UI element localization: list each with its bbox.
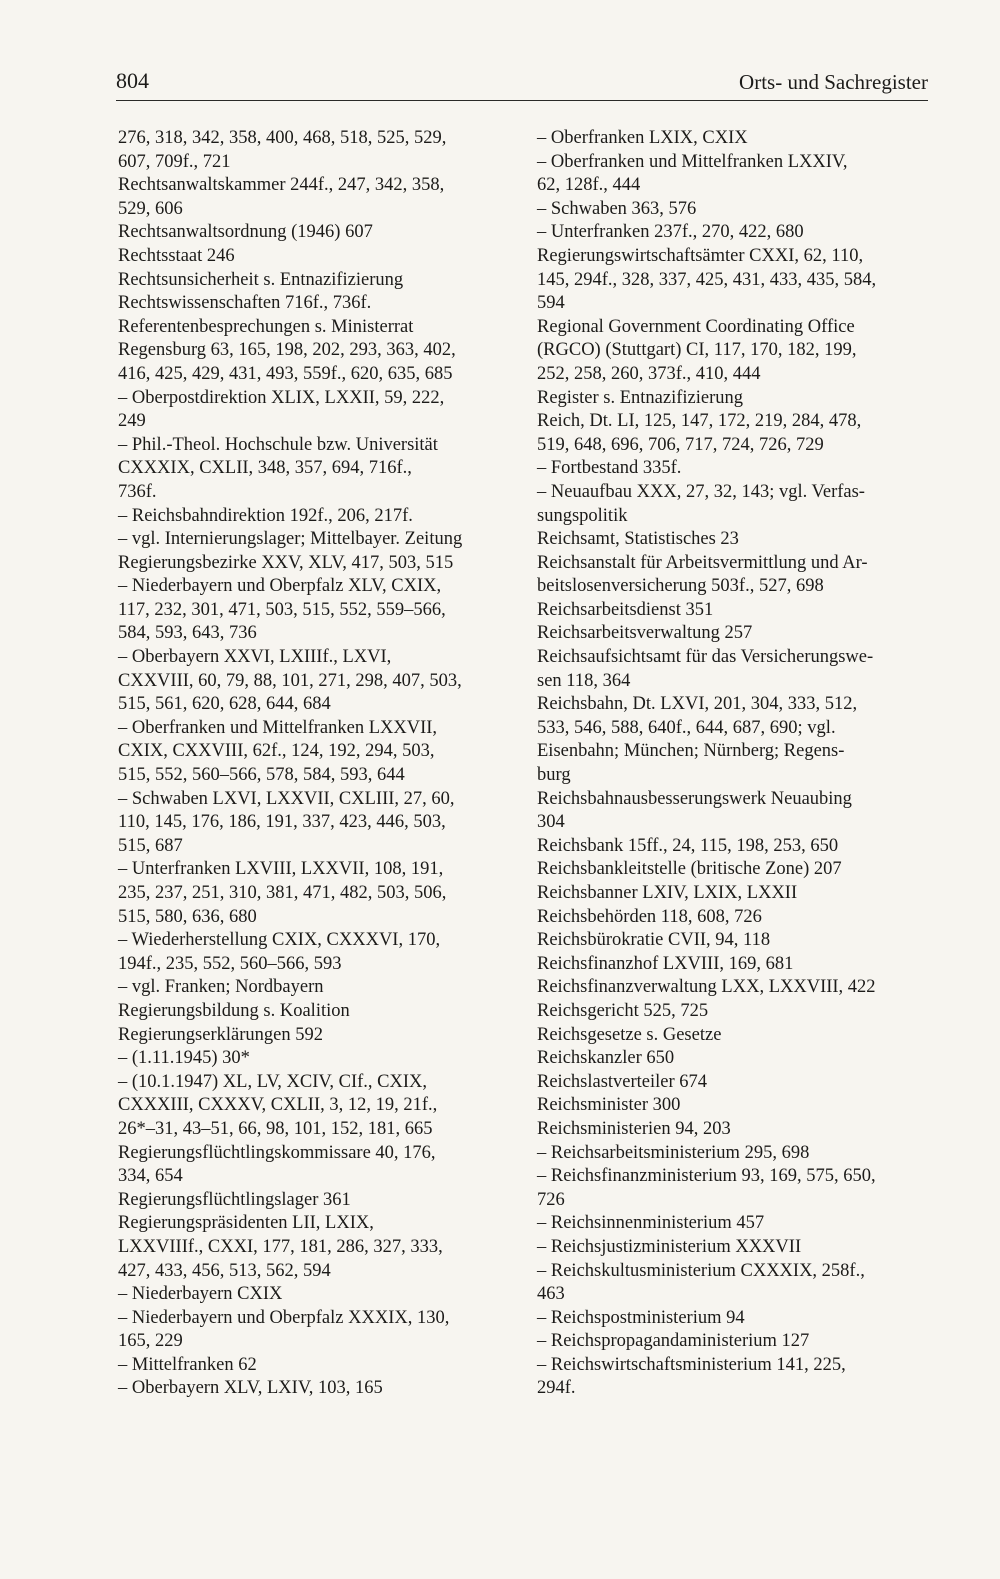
index-entry xyxy=(537,198,932,222)
index-entry-line: – Unterfranken 237f., 270, 422, 680 xyxy=(537,222,804,243)
index-entry-line: – Mittelfranken 62 xyxy=(118,1354,257,1375)
index-entry-continuation: 463 xyxy=(537,1284,565,1305)
index-entry xyxy=(537,552,932,599)
index-entry-continuation: 304 xyxy=(537,812,565,833)
index-entry-line: – Reichspostministerium 94 xyxy=(537,1307,745,1328)
index-entry-line: Regierungsbildung s. Koalition xyxy=(118,1000,350,1021)
index-entry-continuation: CXXVIII, 60, 79, 88, 101, 271, 298, 407, 503, xyxy=(118,670,462,691)
index-entry xyxy=(118,174,513,221)
index-entry xyxy=(118,1000,513,1024)
index-entry-continuation: 584, 593, 643, 736 xyxy=(118,623,257,644)
index-entry xyxy=(118,929,513,976)
index-entry xyxy=(537,1118,932,1142)
index-entry-continuation: 145, 294f., 328, 337, 425, 431, 433, 435, 584, xyxy=(537,269,877,290)
index-entry xyxy=(537,953,932,977)
index-entry-continuation: 607, 709f., 721 xyxy=(118,151,231,172)
index-entry-continuation: 249 xyxy=(118,411,146,432)
index-entry-continuation: 594 xyxy=(537,293,565,314)
index-entry xyxy=(118,1283,513,1307)
index-entry xyxy=(118,1142,513,1189)
index-entry xyxy=(537,1260,932,1307)
index-entry xyxy=(537,387,932,411)
index-entry-continuation: 533, 546, 588, 640f., 644, 687, 690; vgl. xyxy=(537,717,836,738)
index-entry xyxy=(118,1377,513,1401)
index-entry-line: Reichsaufsichtsamt für das Versicherungswe- xyxy=(537,647,874,668)
index-entry xyxy=(118,292,513,316)
index-entry xyxy=(118,552,513,576)
index-entry-line: Reichsbürokratie CVII, 94, 118 xyxy=(537,930,771,951)
index-entry-line: – (1.11.1945) 30* xyxy=(118,1048,250,1069)
index-entry xyxy=(118,245,513,269)
index-entry xyxy=(537,1236,932,1260)
index-entry-line: – Neuaufbau XXX, 27, 32, 143; vgl. Verfas- xyxy=(537,481,865,502)
index-entry xyxy=(537,1142,932,1166)
running-title: Orts- und Sachregister xyxy=(739,70,928,94)
index-entry-line: – (10.1.1947) XL, LV, XCIV, CIf., CXIX, xyxy=(118,1071,428,1092)
index-entry xyxy=(118,528,513,552)
index-entry xyxy=(118,1024,513,1048)
index-entry xyxy=(537,835,932,859)
index-entry xyxy=(118,221,513,245)
index-entry xyxy=(537,457,932,481)
index-column-right xyxy=(537,127,932,1401)
index-entry xyxy=(118,858,513,929)
index-entry xyxy=(537,1330,932,1354)
index-entry-line: – Reichsinnenministerium 457 xyxy=(537,1213,765,1234)
index-entry-continuation: 515, 580, 636, 680 xyxy=(118,906,257,927)
index-entry-line: Reichsgesetze s. Gesetze xyxy=(537,1024,722,1045)
index-entry-line: Reichsbanner LXIV, LXIX, LXXII xyxy=(537,883,798,903)
index-entry-line: Reichsbehörden 118, 608, 726 xyxy=(537,906,762,927)
index-entry xyxy=(537,929,932,953)
index-entry xyxy=(537,528,932,552)
index-entry xyxy=(118,127,513,174)
index-entry-continuation: Eisenbahn; München; Nürnberg; Regens- xyxy=(537,741,845,762)
index-entry-line: – Oberfranken LXIX, CXIX xyxy=(537,128,748,148)
index-entry-line: Regensburg 63, 165, 198, 202, 293, 363, 402, xyxy=(118,340,456,361)
index-entry xyxy=(537,316,932,387)
index-entry-continuation: 62, 128f., 444 xyxy=(537,175,641,196)
index-entry-line: Regierungserklärungen 592 xyxy=(118,1024,323,1045)
index-entry xyxy=(118,505,513,529)
page-header xyxy=(116,64,928,104)
index-entry xyxy=(537,245,932,316)
index-entry-continuation: 294f. xyxy=(537,1378,576,1399)
index-entry-line: Reichsanstalt für Arbeitsvermittlung und Ar- xyxy=(537,552,868,573)
header-rule xyxy=(116,100,928,101)
index-entry xyxy=(537,151,932,198)
index-entry-line: – Oberfranken und Mittelfranken LXXIV, xyxy=(537,151,848,172)
index-entry-continuation: 427, 433, 456, 513, 562, 594 xyxy=(118,1260,331,1281)
index-entry xyxy=(537,127,932,151)
index-entry xyxy=(537,1024,932,1048)
index-entry-continuation: burg xyxy=(537,765,571,786)
index-entry-line: Reichsarbeitsverwaltung 257 xyxy=(537,623,753,644)
index-entry-line: – Niederbayern und Oberpfalz XLV, CXIX, xyxy=(118,576,442,597)
index-entry-continuation: beitslosenversicherung 503f., 527, 698 xyxy=(537,576,824,597)
index-column-left xyxy=(118,127,513,1401)
index-entry-continuation: 252, 258, 260, 373f., 410, 444 xyxy=(537,363,761,384)
index-entry xyxy=(537,1212,932,1236)
index-entry-line: – Schwaben LXVI, LXXVII, CXLIII, 27, 60, xyxy=(118,788,455,809)
index-entry-line: – Niederbayern CXIX xyxy=(118,1284,283,1305)
index-entry-line: Regional Government Coordinating Office xyxy=(537,316,855,337)
index-entry-line: Reichsarbeitsdienst 351 xyxy=(537,599,714,620)
index-entry-continuation: 515, 687 xyxy=(118,835,183,856)
index-entry-line: – Reichsfinanzministerium 93, 169, 575, 650, xyxy=(537,1166,876,1187)
index-entry-line: Reichsbahnausbesserungswerk Neuaubing xyxy=(537,788,852,809)
index-entry-line: Register s. Entnazifizierung xyxy=(537,387,744,408)
index-entry xyxy=(537,481,932,528)
index-entry xyxy=(537,1094,932,1118)
index-entry xyxy=(118,1212,513,1283)
index-entry-line: Reich, Dt. LI, 125, 147, 172, 219, 284, 478, xyxy=(537,411,862,432)
index-entry-continuation: sungspolitik xyxy=(537,505,628,526)
index-entry xyxy=(118,1354,513,1378)
index-entry-line: – Phil.-Theol. Hochschule bzw. Universität xyxy=(118,434,438,455)
index-entry xyxy=(118,717,513,788)
index-entry-continuation: (RGCO) (Stuttgart) CI, 117, 170, 182, 199, xyxy=(537,340,857,361)
index-entry xyxy=(118,269,513,293)
index-entry-continuation: CXXXIII, CXXXV, CXLII, 3, 12, 19, 21f., xyxy=(118,1095,438,1116)
index-entry xyxy=(537,882,932,906)
index-entry xyxy=(537,646,932,693)
index-entry-line: – Niederbayern und Oberpfalz XXXIX, 130, xyxy=(118,1307,450,1328)
index-entry-continuation: 26*–31, 43–51, 66, 98, 101, 152, 181, 665 xyxy=(118,1118,433,1139)
index-entry xyxy=(118,1071,513,1142)
index-entry xyxy=(118,1307,513,1354)
index-entry xyxy=(118,575,513,646)
index-entry-line: 276, 318, 342, 358, 400, 468, 518, 525, 529, xyxy=(118,128,447,148)
index-entry-line: Reichsbankleitstelle (britische Zone) 207 xyxy=(537,859,842,880)
index-entry-continuation: 416, 425, 429, 431, 493, 559f., 620, 635, 685 xyxy=(118,363,453,384)
index-entry-line: – Reichswirtschaftsministerium 141, 225, xyxy=(537,1354,846,1375)
index-entry-line: Rechtsanwaltskammer 244f., 247, 342, 358, xyxy=(118,175,445,196)
index-entry-continuation: 726 xyxy=(537,1189,565,1210)
index-entry xyxy=(118,976,513,1000)
index-entry-line: – Schwaben 363, 576 xyxy=(537,198,697,219)
index-entry-continuation: 736f. xyxy=(118,481,157,502)
index-entry-line: Rechtsunsicherheit s. Entnazifizierung xyxy=(118,269,404,290)
index-entry-line: – Fortbestand 335f. xyxy=(537,458,682,479)
index-entry-line: Regierungsbezirke XXV, XLV, 417, 503, 515 xyxy=(118,552,454,573)
index-entry xyxy=(118,339,513,386)
index-entry-continuation: sen 118, 364 xyxy=(537,670,631,691)
index-entry-line: Regierungspräsidenten LII, LXIX, xyxy=(118,1213,374,1234)
index-entry xyxy=(118,387,513,434)
index-entry xyxy=(537,410,932,457)
index-entry xyxy=(118,434,513,505)
index-entry-continuation: 529, 606 xyxy=(118,198,183,219)
index-entry-continuation: 515, 552, 560–566, 578, 584, 593, 644 xyxy=(118,765,405,786)
index-entry xyxy=(537,1354,932,1401)
index-entry-line: Referentenbesprechungen s. Ministerrat xyxy=(118,316,414,337)
index-entry-line: – Reichskultusministerium CXXXIX, 258f., xyxy=(537,1260,865,1281)
index-entry-line: – Unterfranken LXVIII, LXXVII, 108, 191, xyxy=(118,859,444,880)
index-entry-continuation: 515, 561, 620, 628, 644, 684 xyxy=(118,694,331,715)
index-entry-line: – Wiederherstellung CXIX, CXXXVI, 170, xyxy=(118,930,441,951)
index-entry-line: Rechtsstaat 246 xyxy=(118,245,235,266)
index-entry-line: Rechtsanwaltsordnung (1946) 607 xyxy=(118,222,373,243)
index-entry-continuation: 165, 229 xyxy=(118,1331,183,1352)
index-entry xyxy=(537,622,932,646)
index-entry-line: Regierungswirtschaftsämter CXXI, 62, 110, xyxy=(537,245,864,266)
index-entry-line: – vgl. Franken; Nordbayern xyxy=(118,977,324,998)
index-entry-line: Reichslastverteiler 674 xyxy=(537,1071,708,1092)
index-entry xyxy=(537,1165,932,1212)
index-entry xyxy=(537,599,932,623)
index-entry-continuation: LXXVIIIf., CXXI, 177, 181, 286, 327, 333, xyxy=(118,1236,443,1257)
index-entry-line: Reichsministerien 94, 203 xyxy=(537,1118,731,1139)
index-entry-line: – Reichsarbeitsministerium 295, 698 xyxy=(537,1142,810,1163)
index-entry xyxy=(118,1047,513,1071)
page-number: 804 xyxy=(116,68,149,93)
index-entry-line: Reichsminister 300 xyxy=(537,1095,681,1116)
index-entry xyxy=(537,976,932,1000)
index-entry xyxy=(537,1000,932,1024)
index-entry-line: – Oberbayern XLV, LXIV, 103, 165 xyxy=(118,1378,383,1399)
index-entry-continuation: CXIX, CXXVIII, 62f., 124, 192, 294, 503, xyxy=(118,741,435,762)
index-entry-continuation: 110, 145, 176, 186, 191, 337, 423, 446, 503, xyxy=(118,812,446,833)
index-entry-line: Regierungsflüchtlingslager 361 xyxy=(118,1189,351,1210)
index-entry-continuation: 117, 232, 301, 471, 503, 515, 552, 559–566, xyxy=(118,599,446,620)
index-entry xyxy=(118,316,513,340)
index-entry-continuation: CXXXIX, CXLII, 348, 357, 694, 716f., xyxy=(118,458,412,479)
index-entry-continuation: 519, 648, 696, 706, 717, 724, 726, 729 xyxy=(537,434,824,455)
index-entry xyxy=(118,788,513,859)
index-entry-line: Reichsgericht 525, 725 xyxy=(537,1000,709,1021)
index-entry-line: Reichsfinanzverwaltung LXX, LXXVIII, 422 xyxy=(537,977,876,998)
index-entry-line: – Reichspropagandaministerium 127 xyxy=(537,1331,810,1352)
index-entry xyxy=(118,1189,513,1213)
index-entry xyxy=(537,858,932,882)
index-entry xyxy=(537,693,932,787)
index-entry-line: Reichskanzler 650 xyxy=(537,1048,675,1069)
index-entry-line: Reichsfinanzhof LXVIII, 169, 681 xyxy=(537,953,794,974)
index-entry-line: Reichsamt, Statistisches 23 xyxy=(537,529,739,550)
index-entry xyxy=(537,221,932,245)
index-entry-line: – Oberfranken und Mittelfranken LXXVII, xyxy=(118,717,438,738)
index-entry xyxy=(537,1071,932,1095)
index-entry-line: Reichsbahn, Dt. LXVI, 201, 304, 333, 512, xyxy=(537,694,858,715)
index-entry-line: Reichsbank 15ff., 24, 115, 198, 253, 650 xyxy=(537,835,839,856)
index-entry-line: Rechtswissenschaften 716f., 736f. xyxy=(118,293,372,314)
index-entry-line: Regierungsflüchtlingskommissare 40, 176, xyxy=(118,1142,436,1163)
index-entry-continuation: 194f., 235, 552, 560–566, 593 xyxy=(118,953,342,974)
index-entry xyxy=(537,788,932,835)
index-entry-line: – vgl. Internierungslager; Mittelbayer. Zeitung xyxy=(118,529,463,550)
index-entry-line: – Reichsjustizministerium XXXVII xyxy=(537,1236,802,1257)
index-entry xyxy=(537,1047,932,1071)
index-entry xyxy=(537,1307,932,1331)
index-entry xyxy=(118,646,513,717)
index-entry-continuation: 334, 654 xyxy=(118,1166,183,1187)
index-entry-line: – Oberpostdirektion XLIX, LXXII, 59, 222, xyxy=(118,387,445,408)
index-entry-line: – Oberbayern XXVI, LXIIIf., LXVI, xyxy=(118,647,392,668)
index-entry-line: – Reichsbahndirektion 192f., 206, 217f. xyxy=(118,505,413,526)
index-entry-continuation: 235, 237, 251, 310, 381, 471, 482, 503, 506, xyxy=(118,883,447,903)
index-entry xyxy=(537,906,932,930)
